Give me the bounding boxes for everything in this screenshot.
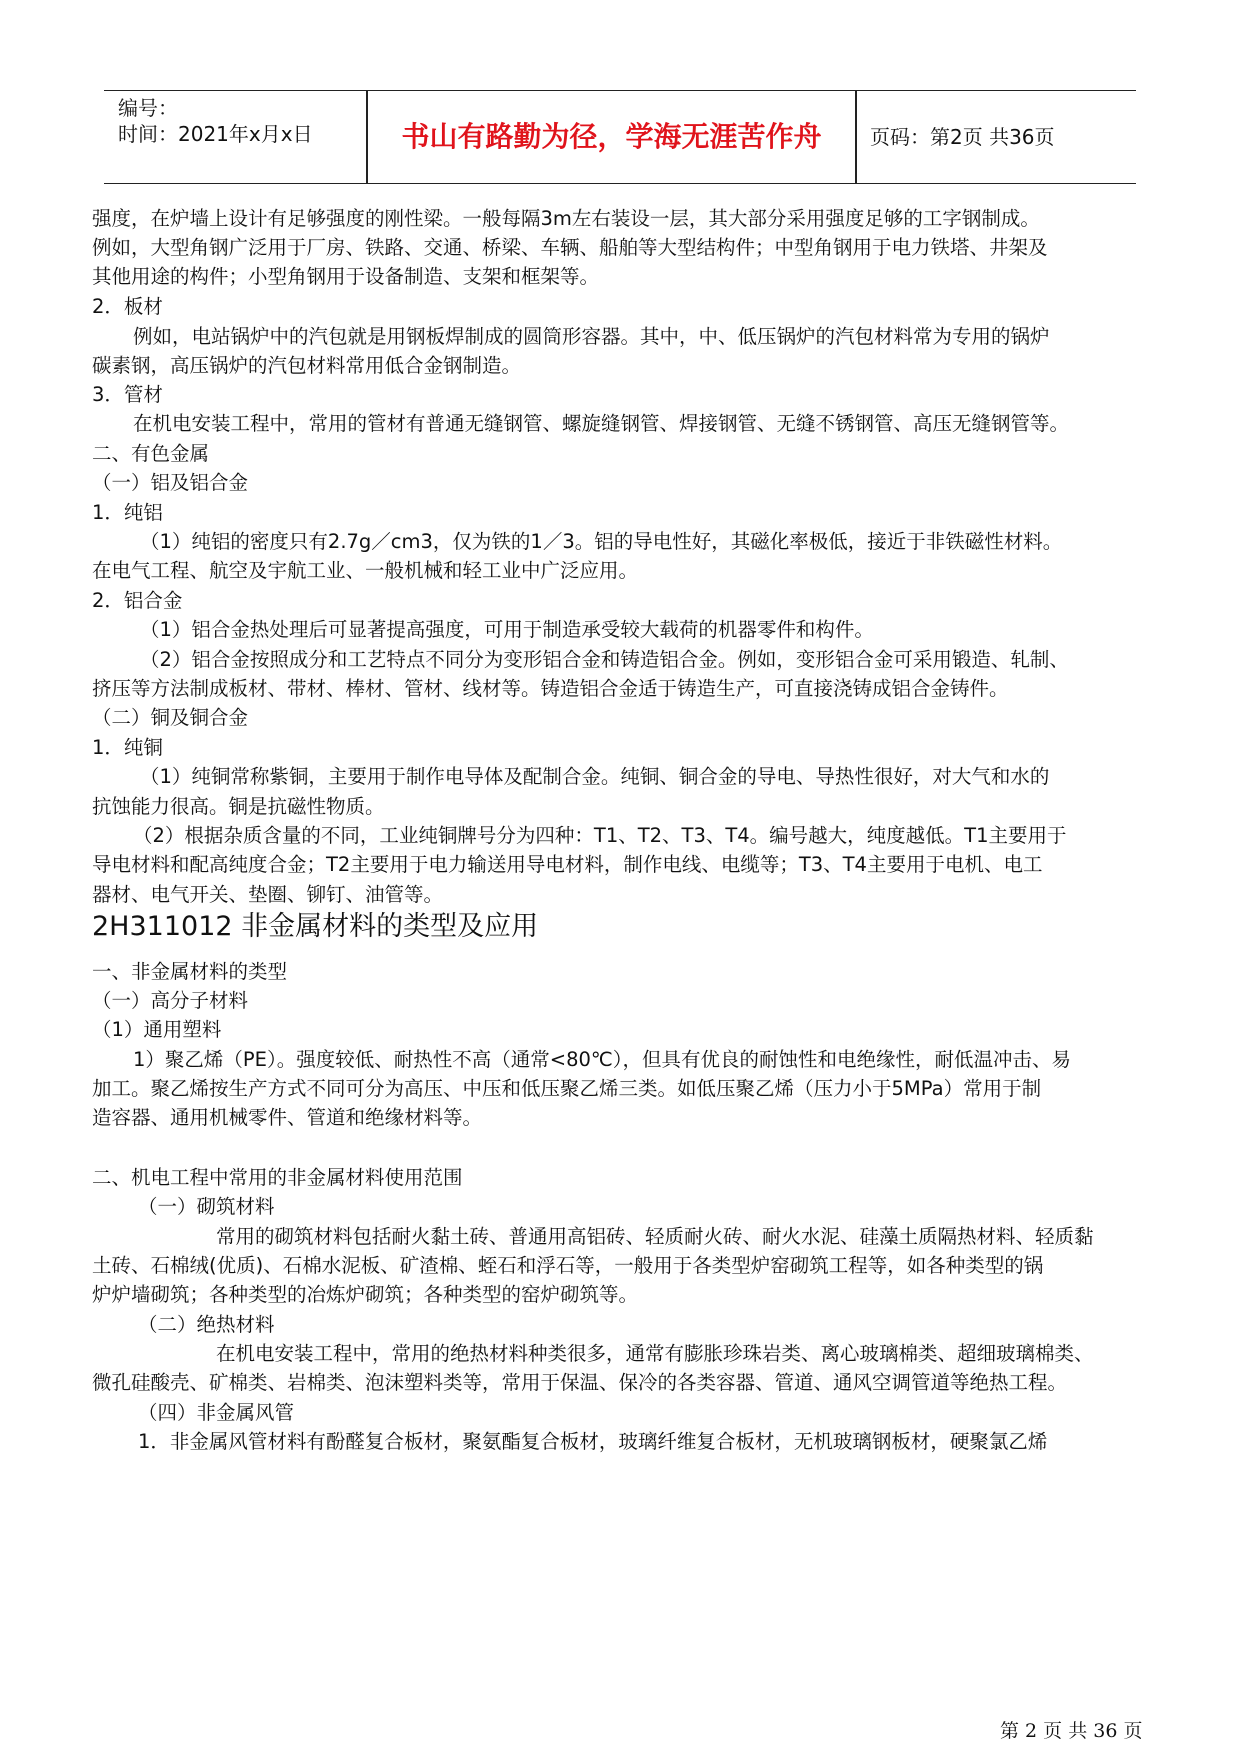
paragraph-line: 在电气工程、航空及宇航工业、一般机械和轻工业中广泛应用。 <box>92 559 639 582</box>
list-item-heading: 2．铝合金 <box>92 589 183 612</box>
section-heading: 二、机电工程中常用的非金属材料使用范围 <box>92 1166 463 1189</box>
paragraph-line: 抗蚀能力很高。铜是抗磁性物质。 <box>92 795 385 818</box>
list-item-heading: 1．纯铝 <box>92 501 163 524</box>
paragraph-line: 器材、电气开关、垫圈、铆钉、油管等。 <box>92 883 444 906</box>
paragraph-line: 其他用途的构件；小型角钢用于设备制造、支架和框架等。 <box>92 265 600 288</box>
time-label: 时间：2021年x月x日 <box>118 122 313 146</box>
subsection-heading: （一）砌筑材料 <box>138 1195 275 1218</box>
list-item-heading: 1．纯铜 <box>92 736 163 759</box>
paragraph-line: 在机电安装工程中，常用的绝热材料种类很多，通常有膨胀珍珠岩类、离心玻璃棉类、超细玻璃棉类、 <box>216 1342 1094 1365</box>
header-motto: 书山有路勤为径，学海无涯苦作舟 <box>401 120 822 153</box>
paragraph-line: 加工。聚乙烯按生产方式不同可分为高压、中压和低压聚乙烯三类。如低压聚乙烯（压力小于5MPa）常用于制 <box>92 1077 1042 1100</box>
header-meta <box>118 91 368 183</box>
paragraph-line: 挤压等方法制成板材、带材、棒材、管材、线材等。铸造铝合金适于铸造生产，可直接浇铸成铝合金铸件。 <box>92 677 1009 700</box>
paragraph-line: 例如，电站锅炉中的汽包就是用钢板焊制成的圆筒形容器。其中，中、低压锅炉的汽包材料常为专用的锅炉 <box>133 325 1050 348</box>
paragraph-line: 炉炉墙砌筑；各种类型的冶炼炉砌筑；各种类型的窑炉砌筑等。 <box>92 1283 639 1306</box>
paragraph-line: 强度，在炉墙上设计有足够强度的刚性梁。一般每隔3m左右装设一层，其大部分采用强度足够的工字钢制成。 <box>92 207 1040 230</box>
paragraph-line: 1．非金属风管材料有酚醛复合板材，聚氨酯复合板材，玻璃纤维复合板材，无机玻璃钢板材，硬聚氯乙烯 <box>138 1430 1048 1453</box>
section-title: 2H311012 非金属材料的类型及应用 <box>92 911 539 942</box>
footer-page-number: 第 2 页 共 36 页 <box>1000 1720 1143 1742</box>
list-item-heading: （1）通用塑料 <box>92 1018 222 1041</box>
subsection-heading: （一）高分子材料 <box>92 989 249 1012</box>
list-item-heading: 3．管材 <box>92 383 163 406</box>
header-page-number: 页码：第2页 共36页 <box>870 125 1055 149</box>
paragraph-line: 常用的砌筑材料包括耐火黏土砖、普通用高铝砖、轻质耐火砖、耐火水泥、硅藻土质隔热材料、轻质黏 <box>216 1225 1094 1248</box>
list-item-heading: 2．板材 <box>92 295 163 318</box>
section-heading: 二、有色金属 <box>92 442 210 465</box>
subsection-heading: （一）铝及铝合金 <box>92 471 249 494</box>
paragraph-line: （2）铝合金按照成分和工艺特点不同分为变形铝合金和铸造铝合金。例如，变形铝合金可采用锻造、轧制、 <box>140 648 1069 671</box>
paragraph-line: 导电材料和配高纯度合金；T2主要用于电力输送用导电材料，制作电线、电缆等；T3、T4主要用于电机、电工 <box>92 853 1043 876</box>
paragraph-line: （2）根据杂质含量的不同，工业纯铜牌号分为四种：T1、T2、T3、T4。编号越大，纯度越低。T1主要用于 <box>133 824 1067 847</box>
document-header <box>104 90 1136 184</box>
subsection-heading: （四）非金属风管 <box>138 1401 295 1424</box>
paragraph-line: 微孔硅酸壳、矿棉类、岩棉类、泡沫塑料类等，常用于保温、保冷的各类容器、管道、通风空调管道等绝热工程。 <box>92 1371 1068 1394</box>
paragraph-line: （1）铝合金热处理后可显著提高强度，可用于制造承受较大载荷的机器零件和构件。 <box>140 618 874 641</box>
paragraph-line: （1）纯铝的密度只有2.7g／cm3，仅为铁的1／3。铝的导电性好，其磁化率极低，接近于非铁磁性材料。 <box>140 530 1063 553</box>
paragraph-line: 碳素钢，高压锅炉的汽包材料常用低合金钢制造。 <box>92 354 522 377</box>
subsection-heading: （二）绝热材料 <box>138 1313 275 1336</box>
paragraph-line: 土砖、石棉绒(优质)、石棉水泥板、矿渣棉、蛭石和浮石等，一般用于各类型炉窑砌筑工程等，如各种类型的锅 <box>92 1254 1044 1277</box>
paragraph-line: （1）纯铜常称紫铜，主要用于制作电导体及配制合金。纯铜、铜合金的导电、导热性很好，对大气和水的 <box>140 765 1050 788</box>
section-heading: 一、非金属材料的类型 <box>92 960 288 983</box>
paragraph-line: 在机电安装工程中，常用的管材有普通无缝钢管、螺旋缝钢管、焊接钢管、无缝不锈钢管、高压无缝钢管等。 <box>133 412 1070 435</box>
number-label: 编号： <box>118 96 178 120</box>
header-divider <box>855 91 857 183</box>
paragraph-line: 1）聚乙烯（PE）。强度较低、耐热性不高（通常<80℃），但具有优良的耐蚀性和电绝缘性，耐低温冲击、易 <box>133 1048 1072 1071</box>
paragraph-line: 例如，大型角钢广泛用于厂房、铁路、交通、桥梁、车辆、船舶等大型结构件；中型角钢用于电力铁塔、井架及 <box>92 236 1048 259</box>
subsection-heading: （二）铜及铜合金 <box>92 706 249 729</box>
paragraph-line: 造容器、通用机械零件、管道和绝缘材料等。 <box>92 1106 483 1129</box>
